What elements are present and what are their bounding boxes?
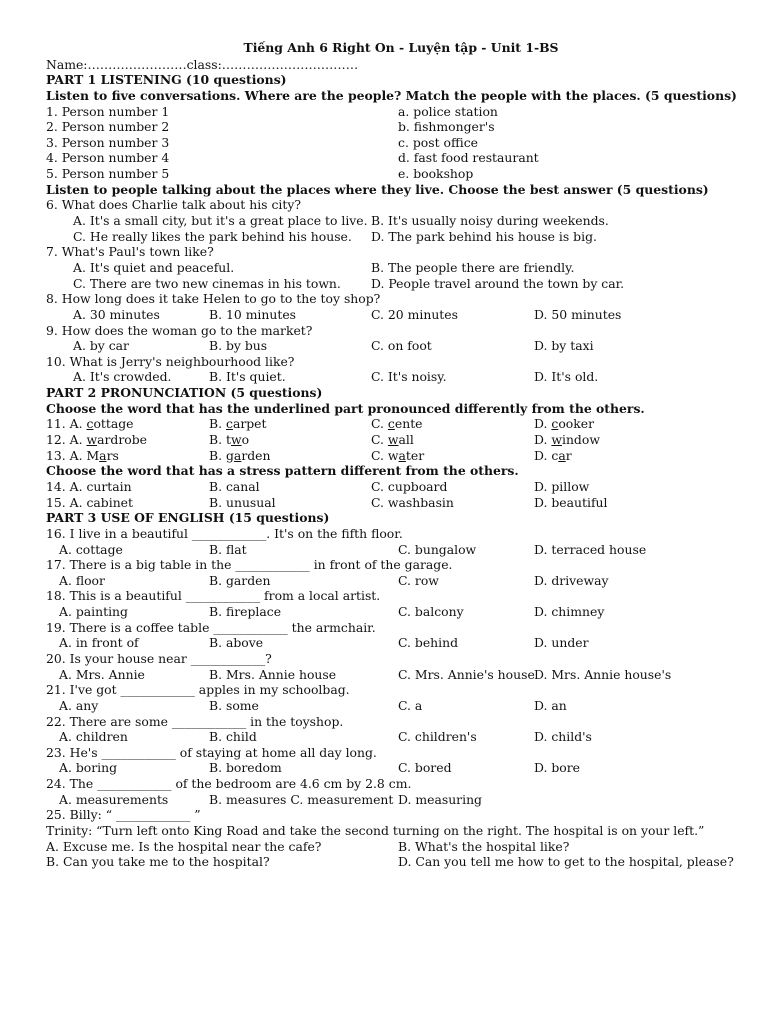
- option: C. children's: [398, 729, 477, 745]
- question-8: 8. How long does it take Helen to go to the toy shop?: [46, 291, 381, 307]
- question-21: 21. I've got ____________ apples in my schoolbag.: [46, 682, 350, 698]
- option-prefix: A.: [69, 432, 87, 448]
- option: D. child's: [534, 729, 592, 745]
- question-number: 13.: [46, 447, 70, 463]
- option-suffix: ente: [394, 416, 423, 432]
- option: 14. A. curtain: [46, 478, 132, 494]
- part2-heading: PART 2 PRONUNCIATION (5 questions): [46, 385, 323, 401]
- option: B. 10 minutes: [209, 306, 297, 322]
- question-10: 10. What is Jerry's neighbourhood like?: [46, 353, 295, 369]
- options-row: [46, 604, 736, 620]
- question-17: 17. There is a big table in the ____________ in front of the garage.: [46, 557, 453, 573]
- question-11: [46, 416, 736, 432]
- option-suffix: indow: [561, 432, 600, 448]
- option-prefix: D.: [534, 416, 552, 432]
- underlined-part: w: [86, 432, 98, 448]
- option: B. flat: [209, 541, 247, 557]
- option: C. washbasin: [371, 494, 454, 510]
- question-18: 18. This is a beautiful ____________ from a local artist.: [46, 588, 381, 604]
- option: A. boring: [59, 760, 118, 776]
- option: A. It's a small city, but it's a great place to live.: [73, 213, 368, 229]
- option: D. pillow: [534, 478, 590, 494]
- match-right: c. post office: [398, 134, 478, 150]
- option: B. Mrs. Annie house: [209, 666, 337, 682]
- option: A. Mrs. Annie: [59, 666, 145, 682]
- underlined-part: c: [551, 416, 559, 432]
- option: C. It's noisy.: [371, 369, 447, 385]
- option: C. on foot: [371, 338, 432, 354]
- match-right: d. fast food restaurant: [398, 150, 539, 166]
- part2-instruction-2: Choose the word that has a stress pattern different from the others.: [46, 463, 519, 479]
- option-suffix: ottage: [93, 416, 134, 432]
- option: C. bungalow: [398, 541, 477, 557]
- option: D. an: [534, 697, 567, 713]
- option: D. under: [534, 635, 589, 651]
- options-row: [46, 307, 736, 323]
- question-16: 16. I live in a beautiful ____________. It's on the fifth floor.: [46, 525, 403, 541]
- option: B. by bus: [209, 338, 268, 354]
- options-row: [46, 635, 736, 651]
- match-row: [46, 119, 736, 135]
- option: D. It's old.: [534, 369, 599, 385]
- option: A. cottage: [59, 541, 123, 557]
- option-suffix: o: [241, 432, 250, 448]
- option: C. There are two new cinemas in his town.: [73, 275, 341, 291]
- match-left: 3. Person number 3: [46, 134, 170, 150]
- option: A. It's quiet and peaceful.: [73, 259, 235, 275]
- part3-heading: PART 3 USE OF ENGLISH (15 questions): [46, 510, 330, 526]
- option-suffix: rs: [106, 447, 119, 463]
- option-prefix: C.: [371, 416, 388, 432]
- match-left: 1. Person number 1: [46, 103, 170, 119]
- match-row: [46, 135, 736, 151]
- underlined-part: w: [551, 432, 562, 448]
- option: A. Excuse me. Is the hospital near the cafe?: [46, 838, 322, 854]
- question-15: [46, 495, 736, 511]
- part1-instruction-1: Listen to five conversations. Where are the people? Match the people with the places. (5 questions): [46, 87, 737, 103]
- option: C. bored: [398, 760, 452, 776]
- option: A. in front of: [59, 635, 139, 651]
- question-14: [46, 479, 736, 495]
- question-12: [46, 432, 736, 448]
- question-22: 22. There are some ____________ in the toyshop.: [46, 713, 344, 729]
- option: D. terraced house: [534, 541, 647, 557]
- underlined-part: a: [99, 447, 107, 463]
- option-suffix: ardrobe: [97, 432, 147, 448]
- option: A. floor: [59, 572, 105, 588]
- question-7: 7. What's Paul's town like?: [46, 244, 214, 260]
- question-25: 25. Billy: “ ____________ ”: [46, 807, 201, 823]
- option: D. driveway: [534, 572, 609, 588]
- option: A. children: [59, 729, 128, 745]
- option-prefix: B.: [209, 416, 226, 432]
- option: C. behind: [398, 635, 459, 651]
- option: B. measures C. measurement: [209, 791, 394, 807]
- match-left: 5. Person number 5: [46, 166, 170, 182]
- option: D. chimney: [534, 604, 605, 620]
- option: B. Can you take me to the hospital?: [46, 854, 270, 870]
- match-row: [46, 150, 736, 166]
- option: D. The park behind his house is big.: [371, 228, 597, 244]
- option: C. cupboard: [371, 478, 448, 494]
- question-number: 11.: [46, 416, 70, 432]
- options-row: [46, 229, 736, 245]
- options-row: [46, 854, 736, 870]
- option: D. bore: [534, 760, 581, 776]
- option: C. Mrs. Annie's house: [398, 666, 535, 682]
- option: B. What's the hospital like?: [398, 838, 570, 854]
- option: D. by taxi: [534, 338, 594, 354]
- option: B. unusual: [209, 494, 276, 510]
- option: B. garden: [209, 572, 271, 588]
- option: B. some: [209, 697, 259, 713]
- option: D. People travel around the town by car.: [371, 275, 625, 291]
- option-suffix: all: [398, 432, 414, 448]
- options-row: [46, 760, 736, 776]
- option-suffix: rden: [241, 447, 271, 463]
- question-24: 24. The ____________ of the bedroom are 4.6 cm by 2.8 cm.: [46, 776, 412, 792]
- option-prefix: A. M: [69, 447, 100, 463]
- underlined-part: c: [86, 416, 94, 432]
- trinity-line: Trinity: “Turn left onto King Road and take the second turning on the right. The hospital is on your left.”: [46, 823, 705, 839]
- question-number: 12.: [46, 432, 70, 448]
- option: B. It's quiet.: [209, 369, 286, 385]
- option: C. balcony: [398, 604, 464, 620]
- options-row: [46, 573, 736, 589]
- option-prefix: B. t: [209, 432, 231, 448]
- option-suffix: r: [565, 447, 572, 463]
- option: D. Mrs. Annie house's: [534, 666, 672, 682]
- underlined-part: a: [398, 447, 406, 463]
- name-class-line: Name:……………………class:……………………………: [46, 56, 359, 72]
- option: B. The people there are friendly.: [371, 259, 575, 275]
- option-suffix: ooker: [558, 416, 595, 432]
- options-row: [46, 792, 736, 808]
- option: C. a: [398, 697, 423, 713]
- option: A. by car: [73, 338, 129, 354]
- option: D. 50 minutes: [534, 306, 622, 322]
- options-row: [46, 698, 736, 714]
- option-prefix: D.: [534, 432, 552, 448]
- option: C. He really likes the park behind his house.: [73, 228, 352, 244]
- option: B. boredom: [209, 760, 282, 776]
- options-row: [46, 542, 736, 558]
- option: D. beautiful: [534, 494, 608, 510]
- option: 15. A. cabinet: [46, 494, 133, 510]
- match-left: 4. Person number 4: [46, 150, 170, 166]
- underlined-part: w: [387, 432, 399, 448]
- option: B. canal: [209, 478, 260, 494]
- option-prefix: D. c: [534, 447, 559, 463]
- option-suffix: arpet: [232, 416, 267, 432]
- question-6: 6. What does Charlie talk about his city?: [46, 197, 301, 213]
- part2-instruction-1: Choose the word that has the underlined part pronounced differently from the others.: [46, 400, 645, 416]
- underlined-part: w: [230, 432, 242, 448]
- options-row: [46, 369, 736, 385]
- question-13: [46, 448, 736, 464]
- options-row: [46, 667, 736, 683]
- options-row: [46, 839, 736, 855]
- question-19: 19. There is a coffee table ____________ the armchair.: [46, 619, 376, 635]
- option: D. Can you tell me how to get to the hospital, please?: [398, 854, 734, 870]
- match-right: e. bookshop: [398, 166, 474, 182]
- options-row: [46, 729, 736, 745]
- match-right: b. fishmonger's: [398, 119, 495, 135]
- option-prefix: B. g: [209, 447, 234, 463]
- options-row: [46, 260, 736, 276]
- match-left: 2. Person number 2: [46, 119, 170, 135]
- option-prefix: A.: [69, 416, 87, 432]
- question-23: 23. He's ____________ of staying at home all day long.: [46, 744, 377, 760]
- part1-heading: PART 1 LISTENING (10 questions): [46, 72, 287, 88]
- option: C. 20 minutes: [371, 306, 458, 322]
- option: A. measurements: [59, 791, 169, 807]
- option: D. measuring: [398, 791, 482, 807]
- underlined-part: c: [225, 416, 233, 432]
- worksheet: [46, 40, 736, 870]
- option: A. painting: [59, 604, 128, 620]
- match-right: a. police station: [398, 103, 498, 119]
- question-20: 20. Is your house near ____________?: [46, 650, 272, 666]
- option: A. any: [59, 697, 99, 713]
- option: B. child: [209, 729, 257, 745]
- option: C. row: [398, 572, 439, 588]
- option: B. fireplace: [209, 604, 282, 620]
- underlined-part: a: [558, 447, 566, 463]
- option: A. 30 minutes: [73, 306, 160, 322]
- options-row: [46, 338, 736, 354]
- option: B. It's usually noisy during weekends.: [371, 213, 609, 229]
- underlined-part: c: [387, 416, 395, 432]
- option-prefix: C.: [371, 432, 388, 448]
- option: B. above: [209, 635, 264, 651]
- option: A. It's crowded.: [73, 369, 172, 385]
- option-suffix: ter: [405, 447, 425, 463]
- question-9: 9. How does the woman go to the market?: [46, 322, 313, 338]
- underlined-part: a: [233, 447, 242, 463]
- match-row: [46, 104, 736, 120]
- options-row: [46, 213, 736, 229]
- page-title: Tiếng Anh 6 Right On - Luyện tập - Unit 1-BS: [243, 40, 559, 55]
- part1-instruction-2: Listen to people talking about the places where they live. Choose the best answer (5 questions): [46, 181, 709, 197]
- match-row: [46, 166, 736, 182]
- options-row: [46, 276, 736, 292]
- option-prefix: C. w: [371, 447, 399, 463]
